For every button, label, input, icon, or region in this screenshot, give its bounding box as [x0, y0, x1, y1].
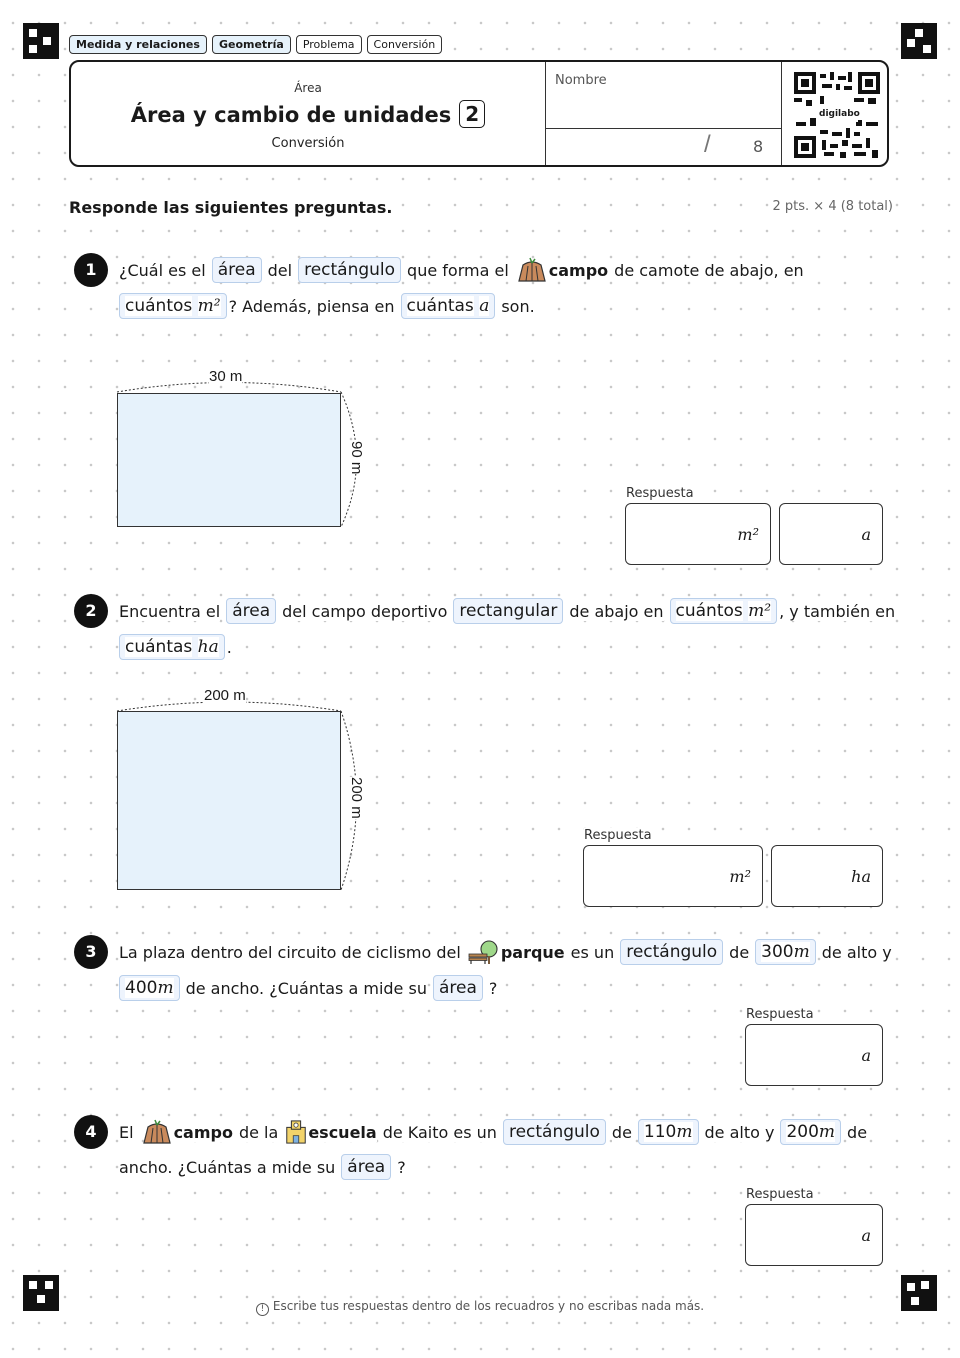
unit-m: m	[793, 942, 810, 962]
q4-answer-box-a[interactable]	[745, 1204, 883, 1266]
q3-value-width: 400	[125, 978, 158, 998]
q3-chip-rectangle: rectángulo	[620, 939, 723, 965]
q1-text: de camote de abajo, en	[614, 260, 804, 280]
park-bench-tree-icon	[467, 939, 501, 965]
q3-text: de alto y	[821, 942, 892, 962]
question-3-line-1	[119, 939, 892, 965]
question-2-line-1	[119, 598, 895, 624]
q1-width-label: 30 m	[209, 368, 243, 385]
q3-text: La plaza dentro del circuito de ciclismo del	[119, 942, 461, 962]
question-1-line-1	[119, 257, 804, 283]
q2-unit-ha: ha	[851, 867, 871, 886]
q2-text: .	[226, 637, 232, 657]
q4-text: de la	[238, 1122, 279, 1142]
q4-text: de Kaito es un	[382, 1122, 497, 1142]
q1-text: ¿Cuál es el	[119, 260, 206, 280]
q2-answer-box-m2[interactable]	[583, 845, 763, 907]
qr-code	[781, 62, 887, 165]
q1-unit-m2: m²	[737, 525, 759, 544]
title-block	[71, 62, 545, 165]
q1-answer-box-a[interactable]	[779, 503, 883, 565]
score-separator: /	[704, 131, 711, 158]
q4-value-width: 200	[786, 1122, 819, 1142]
q4-text: de	[847, 1122, 868, 1142]
q1-dimension-arcs	[110, 370, 370, 540]
q3-bold-park: parque	[500, 942, 565, 962]
q2-answer-box-ha[interactable]	[771, 845, 883, 907]
q4-bold-field: campo	[173, 1122, 233, 1142]
q2-text: del campo deportivo	[282, 601, 448, 621]
q4-text: ?	[397, 1157, 406, 1177]
q2-height-label: 200 m	[348, 777, 365, 819]
sweet-potato-field-icon	[140, 1119, 174, 1145]
q1-chip-how-many-a	[401, 293, 496, 319]
q3-chip-area: área	[433, 975, 483, 1001]
q2-width-label: 200 m	[204, 687, 246, 704]
q3-text: de ancho. ¿Cuántas a mide su	[185, 978, 427, 998]
q4-text: El	[119, 1122, 134, 1142]
unit-m: m	[818, 1122, 836, 1142]
page-title	[71, 100, 545, 128]
q3-text: ?	[488, 978, 498, 998]
unit-m2: m²	[197, 296, 221, 316]
info-icon: !	[256, 1303, 269, 1316]
sheet-number: 2	[459, 100, 485, 128]
q1-chip-how-many-m2	[119, 293, 227, 319]
points-info: 2 pts. × 4 (8 total)	[772, 199, 893, 214]
question-1-number: 1	[74, 253, 108, 287]
q1-text: que forma el	[407, 260, 509, 280]
q3-value-height: 300	[761, 942, 794, 962]
q1-height-label: 90 m	[348, 441, 365, 475]
q2-text: , y también en	[779, 601, 896, 621]
question-4-number: 4	[74, 1115, 108, 1149]
category-label: Conversión	[271, 136, 345, 151]
q4-text: de	[611, 1122, 632, 1142]
q4-unit-a: a	[861, 1226, 871, 1245]
tag-problem: Problema	[296, 35, 362, 54]
sweet-potato-field-icon	[515, 257, 549, 283]
q2-chip-how-many-m2	[670, 598, 778, 624]
q4-value-height: 110	[643, 1122, 677, 1142]
tag-measurement: Medida y relaciones	[69, 35, 207, 54]
question-3-number: 3	[74, 935, 108, 969]
q3-answer-label: Respuesta	[746, 1007, 814, 1022]
title-text: Área y cambio de unidades	[130, 103, 452, 127]
q3-text: es un	[570, 942, 615, 962]
q1-chip-area: área	[212, 257, 262, 283]
q2-chip-word: cuántas	[125, 637, 193, 657]
q2-answer-label: Respuesta	[584, 828, 652, 843]
tag-conversion: Conversión	[367, 35, 443, 54]
worksheet-header	[69, 60, 889, 167]
q4-bold-school: escuela	[308, 1122, 377, 1142]
q2-chip-word: cuántos	[675, 601, 743, 621]
corner-marker-top-right	[901, 23, 937, 59]
q4-chip-110m	[638, 1119, 699, 1145]
q4-answer-label: Respuesta	[746, 1187, 814, 1202]
name-field[interactable]	[545, 62, 781, 129]
question-1-line-2	[119, 293, 535, 319]
q4-text: de alto y	[704, 1122, 775, 1142]
unit-ha: ha	[197, 637, 219, 657]
q2-text: de abajo en	[569, 601, 664, 621]
q1-text: son.	[501, 296, 535, 316]
question-3-line-2	[119, 975, 497, 1001]
score-total: 8	[753, 137, 764, 156]
q2-dimension-arcs	[110, 688, 370, 898]
q4-chip-area: área	[341, 1154, 391, 1180]
q2-text: Encuentra el	[119, 601, 221, 621]
unit-m: m	[676, 1122, 693, 1142]
q4-chip-200m	[780, 1119, 841, 1145]
q2-chip-how-many-ha	[119, 634, 225, 660]
score-field[interactable]	[545, 129, 781, 165]
q4-text: ancho. ¿Cuántas a mide su	[119, 1157, 336, 1177]
q3-text: de	[729, 942, 750, 962]
q1-answer-label: Respuesta	[626, 486, 694, 501]
q3-answer-box-a[interactable]	[745, 1024, 883, 1086]
q1-chip-rectangle: rectángulo	[298, 257, 401, 283]
school-icon	[284, 1119, 308, 1145]
unit-m: m	[157, 978, 174, 998]
instructions: Responde las siguientes preguntas.	[69, 198, 393, 217]
q1-unit-a: a	[861, 525, 871, 544]
name-label: Nombre	[555, 73, 607, 88]
question-2-line-2	[119, 634, 232, 660]
tag-list	[69, 35, 442, 54]
q3-chip-400m	[119, 975, 180, 1001]
question-4-line-2	[119, 1154, 406, 1180]
q4-chip-rectangle: rectángulo	[503, 1119, 606, 1145]
unit-m2: m²	[748, 601, 772, 621]
tag-geometry: Geometría	[212, 35, 291, 54]
question-2-number: 2	[74, 594, 108, 628]
q1-text: del	[267, 260, 293, 280]
q3-chip-300m	[755, 939, 816, 965]
unit-a: a	[479, 296, 490, 316]
q2-unit-m2: m²	[729, 867, 751, 886]
q2-chip-area: área	[226, 598, 276, 624]
footer-text: Escribe tus respuestas dentro de los recuadros y no escribas nada más.	[272, 1299, 705, 1313]
corner-marker-top-left	[23, 23, 59, 59]
q1-bold-field: campo	[548, 260, 609, 280]
qr-label: digilabo	[819, 109, 860, 119]
question-4-line-1	[119, 1119, 867, 1145]
q1-answer-box-m2[interactable]	[625, 503, 771, 565]
q2-chip-rectangular: rectangular	[453, 598, 563, 624]
q1-chip-word: cuántos	[125, 296, 193, 316]
footer-note	[0, 1299, 960, 1316]
q1-text: ? Además, piensa en	[228, 296, 395, 316]
q1-chip-word: cuántas	[406, 296, 474, 316]
subject-label: Área	[294, 81, 322, 95]
q3-unit-a: a	[861, 1046, 871, 1065]
